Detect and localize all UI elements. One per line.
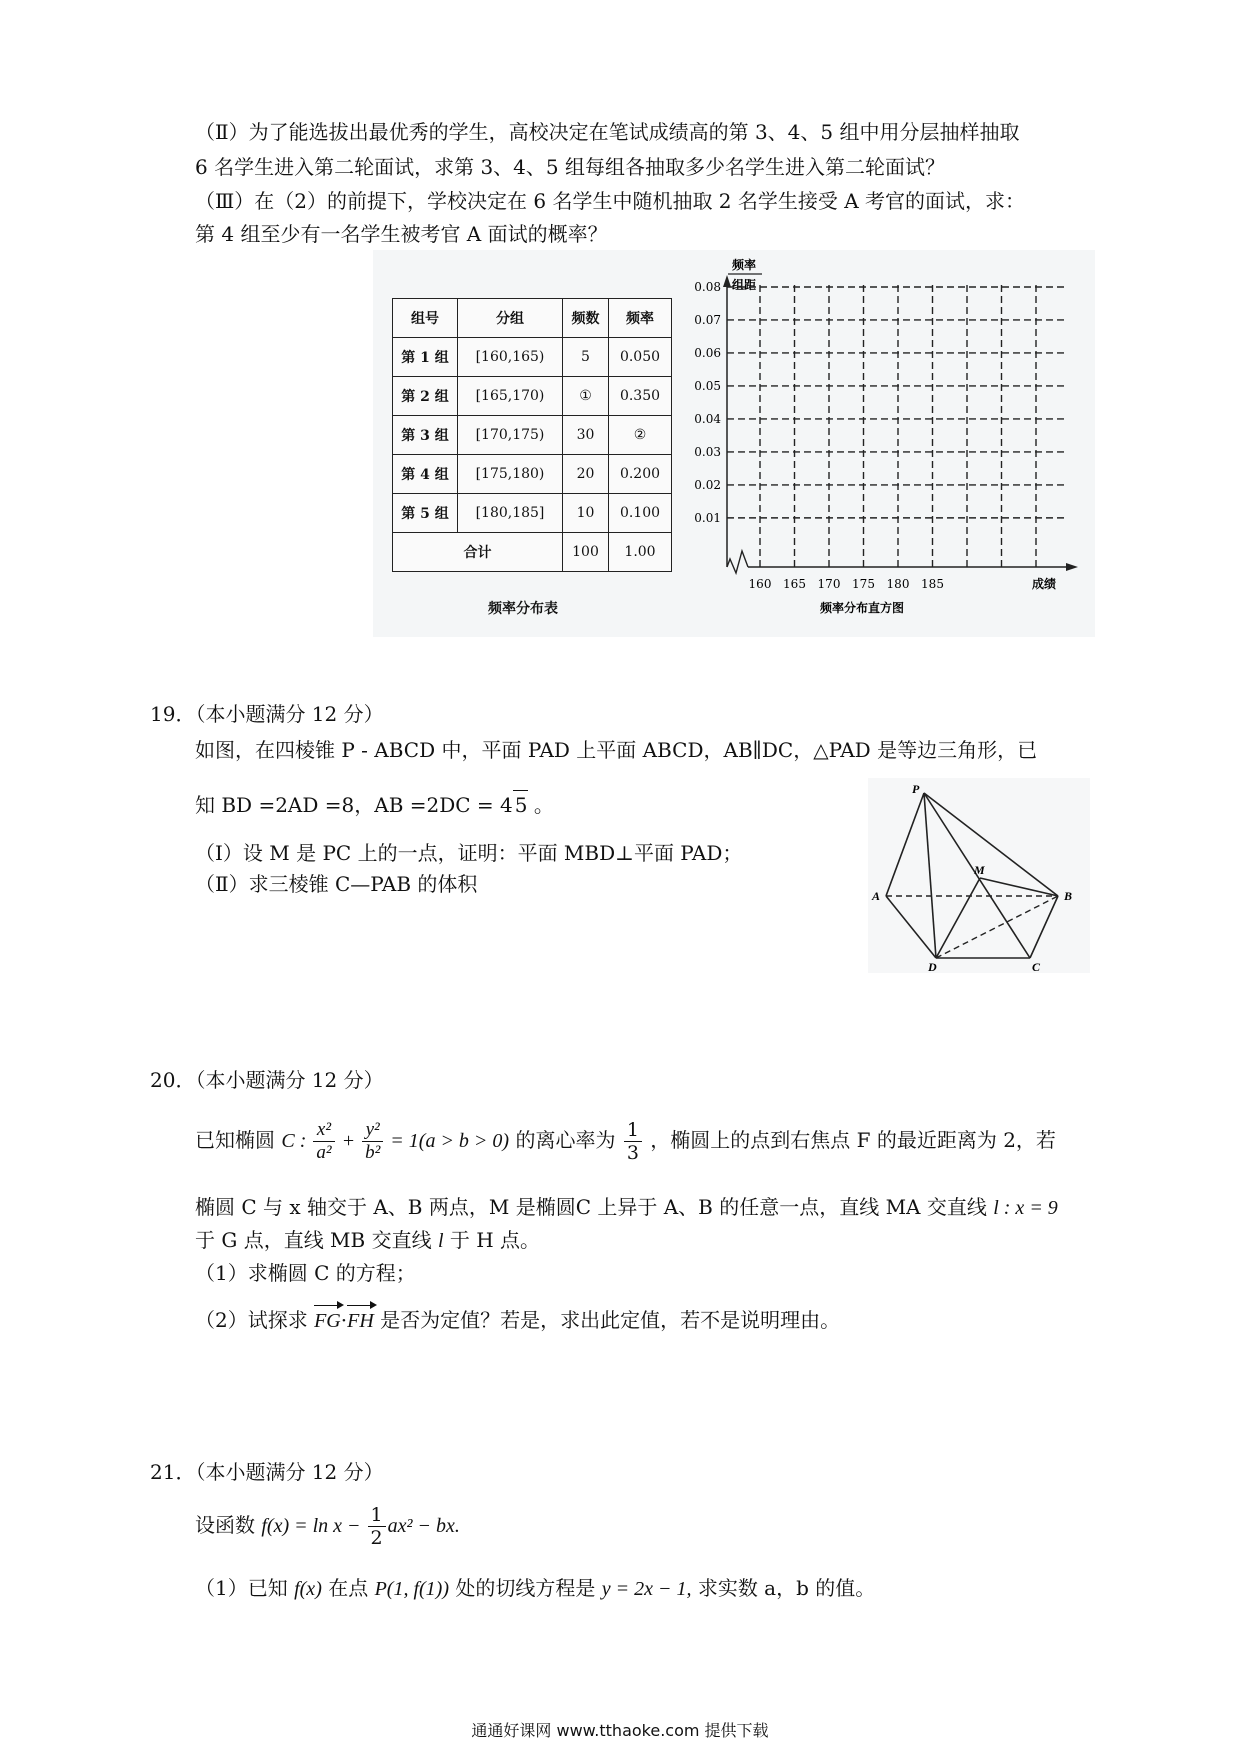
histogram-y-ticks	[694, 280, 721, 525]
histogram-x-tick-label: 185	[921, 577, 944, 591]
q21-p1-mid2: 处的切线方程是	[449, 1576, 602, 1600]
q20-l3-end: 于 H 点。	[443, 1228, 541, 1252]
table-cell: 第 3 组	[393, 416, 458, 455]
page-footer: 通通好课网 www.tthaoke.com 提供下载	[471, 1721, 769, 1740]
q20-l1-text: 已知椭圆	[195, 1128, 282, 1152]
histogram-x-tick-label: 165	[783, 577, 806, 591]
histogram-y-tick-label: 0.02	[694, 477, 721, 492]
table-cell: 10	[563, 494, 609, 533]
table-header: 频率	[609, 299, 672, 338]
table-header: 分组	[458, 299, 563, 338]
histogram-caption: 频率分布直方图	[820, 601, 905, 615]
table-cell: 第 5 组	[393, 494, 458, 533]
table-cell: 0.050	[609, 338, 672, 377]
table-cell: 0.200	[609, 455, 672, 494]
q21-point-P: P(1, f(1))	[374, 1578, 449, 1600]
table-cell: 第 2 组	[393, 377, 458, 416]
fraction-1-2	[368, 1504, 386, 1549]
label-D: D	[928, 960, 937, 973]
q19-part2: （Ⅱ）求三棱锥 C—PAB 的体积	[195, 872, 478, 896]
histogram-grid	[680, 255, 1090, 620]
histogram-ylabel-bottom: 组距	[732, 278, 757, 292]
q20-colon: :	[294, 1130, 312, 1152]
q21-number	[150, 1458, 384, 1486]
q20-plus: +	[336, 1130, 361, 1152]
vector-FG: FG	[314, 1307, 341, 1335]
q20-l1-mid: 的离心率为	[509, 1128, 622, 1152]
histogram-y-tick-label: 0.07	[694, 312, 721, 327]
table-cell: [160,165)	[458, 338, 563, 377]
pyramid-figure	[868, 778, 1090, 973]
table-total-label: 合计	[393, 533, 563, 572]
histogram-y-tick-label: 0.04	[694, 411, 721, 426]
table-cell: 第 4 组	[393, 455, 458, 494]
table-row	[393, 377, 672, 416]
q20-part1: （1）求椭圆 C 的方程；	[195, 1261, 416, 1285]
table-row	[393, 338, 672, 377]
histogram-x-tick-label: 170	[817, 577, 841, 591]
q20-part2	[195, 1306, 840, 1335]
q20-line2	[195, 1193, 1058, 1222]
fraction-1-3	[624, 1119, 642, 1164]
q20-y-num: y²	[362, 1119, 383, 1142]
q20-y-den: b²	[365, 1142, 381, 1163]
table-cell: 0.100	[609, 494, 672, 533]
q19-line2-end: 。	[527, 793, 554, 817]
q19-line2-text: 知 BD =2AD =8，AB =2DC = 4	[195, 793, 513, 817]
q20-line1	[195, 1115, 1056, 1166]
q21-line1	[195, 1500, 460, 1551]
q21-den2: 2	[370, 1527, 383, 1549]
histogram-x-tick-label: 175	[852, 577, 875, 591]
sqrt-5	[513, 790, 528, 819]
q20-x-num: x²	[313, 1119, 334, 1142]
table-total-count: 100	[563, 533, 609, 572]
vector-FH: FH	[347, 1307, 374, 1335]
q19-line1: 如图，在四棱锥 P - ABCD 中，平面 PAD 上平面 ABCD，AB∥DC，△PAD 是等边三角形，已	[195, 738, 1038, 762]
q20-l3-l: l	[437, 1230, 444, 1252]
q19-part1: （I）设 M 是 PC 上的一点，证明：平面 MBD⊥平面 PAD；	[195, 841, 743, 865]
q19-num: 19．	[150, 702, 196, 726]
histogram-y-arrow	[723, 275, 731, 287]
table-header: 组号	[393, 299, 458, 338]
q20-l1-end: ，椭圆上的点到右焦点 F 的最近距离为 2，若	[643, 1128, 1056, 1152]
q20-e-num: 1	[624, 1119, 642, 1142]
table-cell: 第 1 组	[393, 338, 458, 377]
q20-x-den: a²	[316, 1142, 332, 1163]
q21-p1-text: （1）已知	[195, 1576, 295, 1600]
histogram-y-tick-label: 0.05	[694, 378, 721, 393]
q20-line3	[195, 1226, 540, 1255]
q19-header: （本小题满分 12 分）	[195, 702, 384, 726]
histogram-y-tick-label: 0.06	[694, 345, 721, 360]
table-header: 频数	[563, 299, 609, 338]
q21-function-tail: ax² − bx.	[387, 1515, 460, 1537]
q19-line2	[195, 790, 554, 819]
label-C: C	[1032, 960, 1041, 973]
q18-part2-line1: （Ⅱ）为了能选拔出最优秀的学生，高校决定在笔试成绩高的第 3、4、5 组中用分层抽样抽取	[195, 120, 1020, 144]
table-cell: 0.350	[609, 377, 672, 416]
table-total-freq: 1.00	[609, 533, 672, 572]
q20-num: 20．	[150, 1068, 196, 1092]
q18-part3-line1: （Ⅲ）在（2）的前提下，学校决定在 6 名学生中随机抽取 2 名学生接受 A 考官的面试，求：	[195, 189, 1026, 213]
q21-p1-end: 求实数 a，b 的值。	[691, 1576, 876, 1600]
table-total-row	[393, 533, 672, 572]
label-B: B	[1064, 889, 1073, 903]
frequency-table	[392, 298, 672, 572]
label-A: A	[872, 889, 881, 903]
q20-l2-text: 椭圆 C 与 x 轴交于 A、B 两点，M 是椭圆C 上异于 A、B 的任意一点，直线 MA 交直线	[195, 1195, 994, 1219]
q21-p1-mid: 在点	[321, 1576, 375, 1600]
q20-eq: = 1(a > b > 0)	[385, 1130, 510, 1152]
q20-number	[150, 1066, 384, 1094]
histogram-x-tick-label: 180	[886, 577, 910, 591]
table-cell: [165,170)	[458, 377, 563, 416]
q20-p2-text: （2）试探求	[195, 1308, 315, 1332]
histogram-x-arrow	[1066, 563, 1078, 571]
histogram-x-ticks	[749, 577, 944, 591]
histogram-xlabel: 成绩	[1032, 577, 1057, 591]
histogram-x-tick-label: 160	[748, 577, 772, 591]
table-caption: 频率分布表	[488, 601, 558, 617]
table-cell: 5	[563, 338, 609, 377]
table-cell: ②	[609, 416, 672, 455]
table-cell: ①	[563, 377, 609, 416]
histogram-axis-break	[727, 551, 748, 573]
q20-ellipse-C: C	[281, 1130, 295, 1152]
fraction-x2-a2	[313, 1119, 334, 1164]
q20-dot: ·	[340, 1308, 348, 1332]
table-cell: 20	[563, 455, 609, 494]
table-cell: 30	[563, 416, 609, 455]
table-cell: [180,185]	[458, 494, 563, 533]
table-row	[393, 416, 672, 455]
q20-p2-end: 是否为定值？若是，求出此定值，若不是说明理由。	[373, 1308, 841, 1332]
q21-function: f(x) = ln x −	[261, 1515, 366, 1537]
q19-number	[150, 700, 384, 728]
label-M: M	[974, 863, 985, 877]
table-cell: [175,180)	[458, 455, 563, 494]
table-row	[393, 494, 672, 533]
q21-header: （本小题满分 12 分）	[195, 1460, 384, 1484]
q21-fx: f(x)	[294, 1578, 322, 1600]
q19-sqrt-value: 5	[514, 793, 528, 817]
histogram-ylabel-top: 频率	[732, 258, 757, 272]
q20-header: （本小题满分 12 分）	[195, 1068, 384, 1092]
q21-num: 21．	[150, 1460, 196, 1484]
q18-part3-line2: 第 4 组至少有一名学生被考官 A 面试的概率？	[195, 222, 608, 246]
q21-l1-text: 设函数	[195, 1513, 262, 1537]
q21-tangent-eq: y = 2x − 1,	[601, 1578, 692, 1600]
histogram-y-tick-label: 0.03	[694, 444, 721, 459]
histogram-y-tick-label: 0.01	[694, 510, 721, 525]
label-P: P	[912, 782, 920, 796]
fraction-y2-b2	[362, 1119, 383, 1164]
histogram-y-tick-label: 0.08	[694, 280, 721, 294]
histogram-gridlines	[727, 285, 1065, 567]
q21-num1: 1	[368, 1504, 386, 1527]
table-row	[393, 455, 672, 494]
table-cell: [170,175)	[458, 416, 563, 455]
q20-line-l: l : x = 9	[993, 1197, 1058, 1219]
table-header-row	[393, 299, 672, 338]
q18-part2-line2: 6 名学生进入第二轮面试，求第 3、4、5 组每组各抽取多少名学生进入第二轮面试？	[195, 155, 945, 179]
q20-l3-text: 于 G 点，直线 MB 交直线	[195, 1228, 438, 1252]
q20-e-den: 3	[626, 1142, 639, 1164]
q21-part1	[195, 1574, 875, 1603]
